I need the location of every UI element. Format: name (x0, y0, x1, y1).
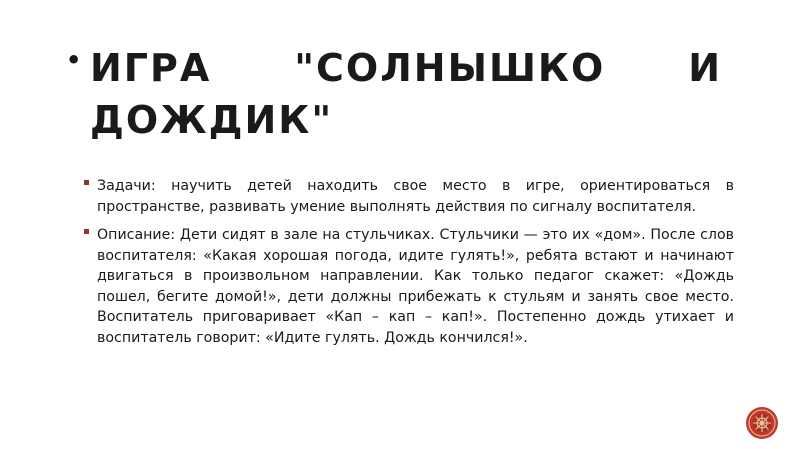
ornamental-circle-logo-icon (745, 406, 779, 440)
square-bullet-icon (84, 180, 89, 185)
paragraph-tasks (84, 176, 734, 217)
paragraph-description (84, 225, 734, 348)
paragraph-text: Задачи: научить детей находить свое место в игре, ориентироваться в пространстве, развивать умение выполнять действия по сигналу воспитателя. (97, 178, 734, 215)
slide-title: ИГРА "СОЛНЫШКО И ДОЖДИК" (90, 46, 722, 142)
paragraph-text: Описание: Дети сидят в зале на стульчиках. Стульчики — это их «дом». После слов воспитателя: «Какая хорошая погода, идите гулять!», ребята встают и начинают двигаться в произвольном направлении. Как только педагог скажет: «Дождь пошел, бегите домой!», дети должны прибежать к стульям и занять свое место. Воспитатель приговаривает «Кап – кап – кап!». Постепенно дождь утихает и воспитатель говорит: «Идите гулять. Дождь кончился!». (97, 227, 734, 346)
slide-body (84, 176, 734, 356)
title-block (66, 42, 722, 146)
title-bullet: • (66, 46, 82, 74)
square-bullet-icon (84, 229, 89, 234)
